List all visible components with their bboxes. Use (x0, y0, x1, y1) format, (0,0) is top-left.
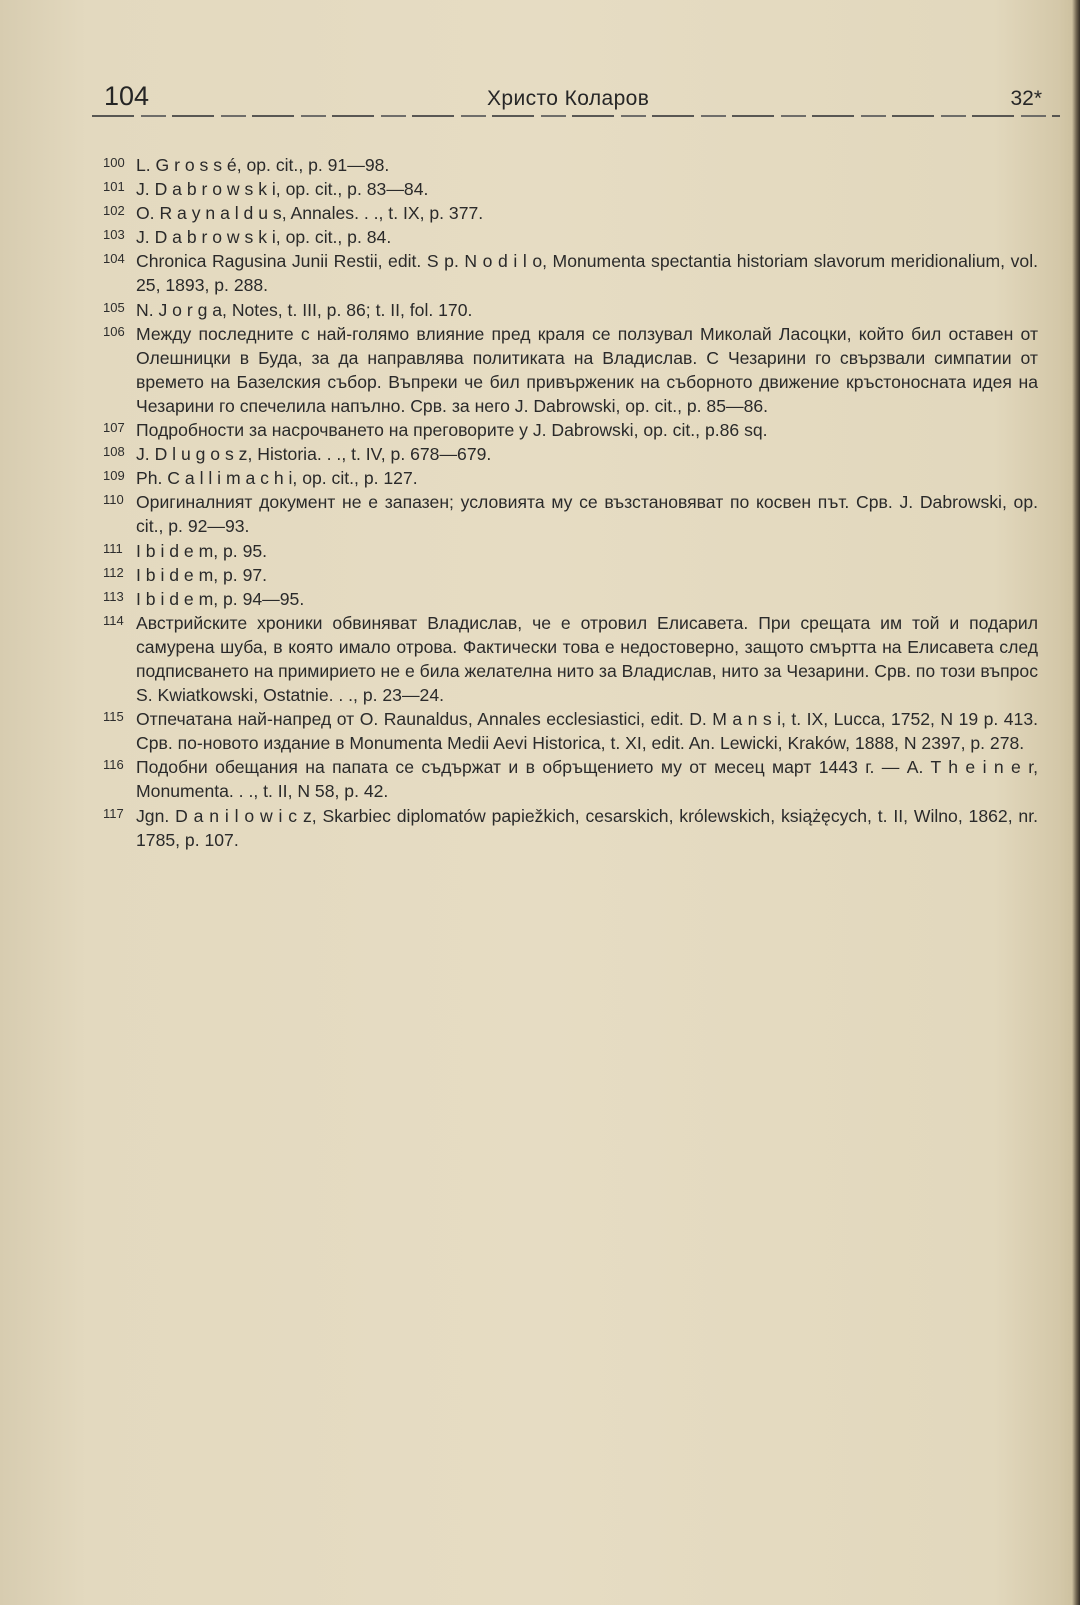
footnote-text: J. D l u g o s z, Historia. . ., t. IV, p. 678—679. (136, 444, 492, 465)
footnote-number: 115 (103, 709, 124, 725)
footnote-number: 106 (103, 323, 125, 339)
page-edge-shadow (1072, 0, 1080, 1605)
footnote-text: Ph. C a l l i m a c h i, op. cit., p. 127. (136, 468, 418, 489)
footnote (103, 466, 1038, 490)
footnote-text: Между последните с най-голямо влияние пред краля се ползувал Миколай Ласоцки, който бил оставен от Олешницки в Буда, за да направлява политиката на Владислав. С Чезарини го свързвали симпатии от времето на Базелския събор. Въпреки че бил привърженик на съборното движение кръстоносната идея на Чезарини го спечелила напълно. Срв. за него J. Dabrowski, op. cit., p. 85—86. (136, 323, 1038, 416)
footnote (103, 322, 1038, 418)
footnote-text: Отпечатана най-напред от O. Raunaldus, Annales ecclesiastici, edit. D. M a n s i, t. IX, Lucca, 1752, N 19 p. 413. Срв. по-новото издание в Monumenta Medii Aevi Historica, t. XI, edit. An. Lewicki, Kraków, 1888, N 2397, p. 278. (136, 709, 1038, 754)
footnote-number: 111 (103, 540, 123, 556)
footnote (103, 563, 1038, 587)
footnote-text: Австрийските хроники обвиняват Владислав, че е отровил Елисавета. При срещата им той и подарил самурена шуба, в която имало отрова. Фактически това е недостоверно, защото смъртта на Елисавета след подписването на примирието не е била желателна нито за Владислав, нито за Чезарини. Срв. по този въпрос S. Kwiatkowski, Ostatnie. . ., p. 23—24. (136, 612, 1038, 706)
footnote-number: 107 (103, 420, 125, 436)
footnote (103, 755, 1038, 803)
footnote (103, 153, 1038, 177)
footnote (103, 490, 1038, 538)
footnote (103, 539, 1038, 563)
running-head: Христо Коларов (487, 87, 650, 110)
footnote-number: 104 (103, 251, 125, 267)
footnote-number: 113 (103, 588, 124, 604)
footnote-number: 110 (103, 492, 124, 508)
footnote-number: 105 (103, 299, 125, 315)
footnote-number: 100 (103, 155, 125, 170)
footnote (103, 611, 1038, 707)
page-number: 104 (104, 81, 150, 111)
footnote-text: L. G r o s s é, op. cit., p. 91—98. (136, 155, 390, 175)
footnote-text: J. D a b r o w s k i, op. cit., p. 83—84. (136, 179, 429, 200)
footnote-text: Chronica Ragusina Junii Restii, edit. S p. N o d i l o, Monumenta spectantia historiam slavorum meridionalium, vol. 25, 1893, p. 288. (136, 251, 1038, 296)
footnote (103, 249, 1038, 297)
footnote (103, 298, 1038, 322)
page-header (92, 78, 1062, 118)
footnote-number: 112 (103, 564, 124, 580)
footnote-text: I b i d e m, p. 94—95. (136, 588, 305, 609)
footnote-text: Подобни обещания на папата се съдържат и в обръщението му от месец март 1443 г. — A. T h e i n e r, Monumenta. . ., t. II, N 58, p. 42. (136, 757, 1038, 802)
footnote-text: Jgn. D a n i l o w i c z, Skarbiec diplomatów papiežkich, cesarskich, królewskich, książęcych, t. II, Wilno, 1862, nr. 1785, p. 107. (136, 805, 1038, 850)
footnote-text: I b i d e m, p. 97. (136, 564, 268, 585)
footnote-text: N. J o r g a, Notes, t. III, p. 86; t. II, fol. 170. (136, 299, 473, 320)
footnote-text: O. R a y n a l d u s, Annales. . ., t. IX, p. 377. (136, 203, 484, 224)
footnote-number: 117 (103, 805, 124, 821)
printer-signature: 32* (1010, 87, 1042, 110)
footnote-number: 108 (103, 444, 125, 460)
footnote (103, 201, 1038, 225)
footnote (103, 587, 1038, 611)
footnote-number: 114 (103, 612, 124, 628)
header-rule (92, 115, 1060, 117)
footnote (103, 707, 1038, 755)
footnote (103, 418, 1038, 442)
footnote-text: Оригиналният документ не е запазен; условията му се възстановяват по косвен път. Срв. J. Dabrowski, op. cit., p. 92—93. (136, 492, 1038, 537)
footnote-number: 116 (103, 757, 124, 773)
footnote-number: 103 (103, 227, 125, 243)
footnote-number: 109 (103, 468, 125, 484)
footnote-number: 102 (103, 203, 125, 219)
footnote-text: I b i d e m, p. 95. (136, 540, 268, 561)
footnote (103, 177, 1038, 201)
footnote (103, 225, 1038, 249)
footnotes-list (103, 153, 1038, 852)
footnote (103, 442, 1038, 466)
footnote-number: 101 (103, 179, 125, 195)
footnote (103, 804, 1038, 852)
footnote-text: Подробности за насрочването на преговорите у J. Dabrowski, op. cit., p.86 sq. (136, 420, 768, 441)
footnote-text: J. D a b r o w s k i, op. cit., p. 84. (136, 227, 392, 248)
